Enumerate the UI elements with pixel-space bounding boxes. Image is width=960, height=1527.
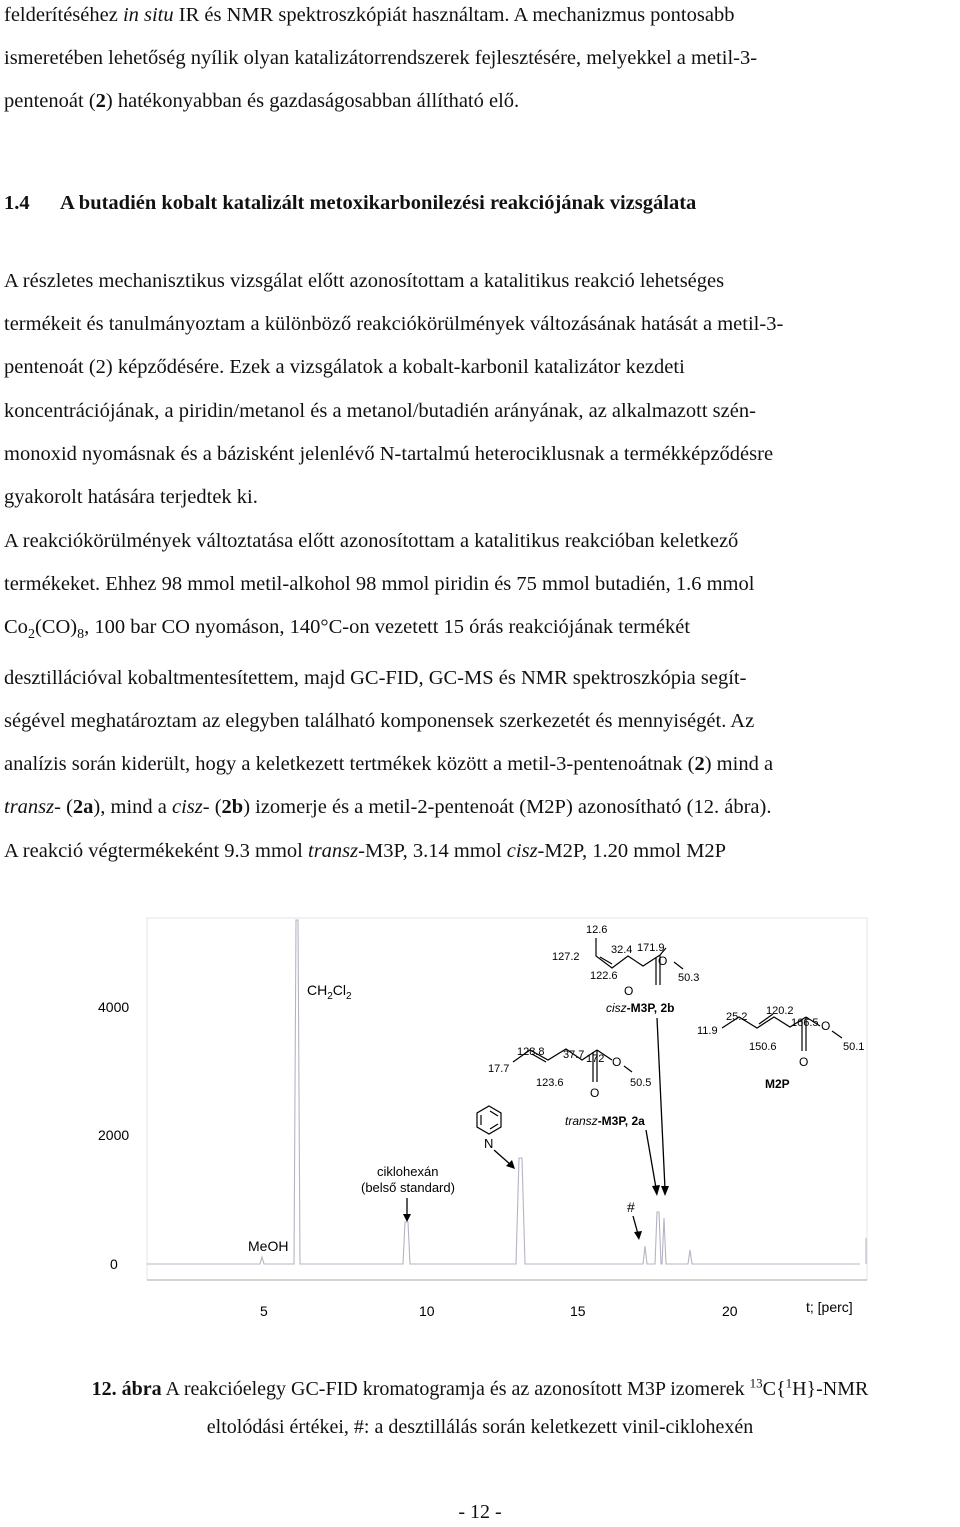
p1-line-2: termékeit és tanulmányoztam a különböző reakciókörülmények változásának hatását a metil-3- (4, 313, 784, 336)
m2p-shift-25-2: 25.2 (726, 1011, 748, 1023)
chromatogram-trace (147, 920, 860, 1264)
caption-line-2: eltolódási értékei, #: a desztillálás során keletkezett vinil-ciklohexén (206, 1415, 754, 1438)
cis-shift-171-9: 171.9 (637, 942, 665, 954)
m2p-oxygen-ester: O (821, 1019, 831, 1033)
section-title: A butadién kobalt katalizált metoxikarbonilezési reakciójának vizsgálata (60, 192, 697, 214)
arrow-hash (633, 1216, 638, 1234)
p2-line-6: analízis során kiderült, hogy a keletkezett tertmékek között a metil-3-pentenoátnak (2) mind a (4, 753, 774, 776)
cis-shift-12-6: 12.6 (586, 924, 608, 936)
chromatogram-figure (0, 900, 960, 1340)
p2-line-4: desztillációval kobaltmentesítettem, majd GC-FID, GC-MS és NMR spektroszkópia segít- (4, 666, 747, 689)
p2-line-1: A reakciókörülmények változtatása előtt azonosítottam a katalitikus reakcióban keletkező (4, 530, 739, 552)
trans-shift-172: 172 (586, 1053, 605, 1065)
trans-oxygen-carbonyl: O (590, 1086, 600, 1100)
cis-shift-32-4: 32.4 (611, 944, 633, 956)
p1-line-6: gyakorolt hatására terjedtek ki. (4, 486, 258, 509)
pyridine-nitrogen: N (484, 1136, 494, 1151)
label-meoh: MeOH (248, 1238, 289, 1254)
page-number: - 12 - (458, 1501, 502, 1523)
section-number: 1.4 (4, 192, 30, 214)
p2-line-3: $Co_2(CO)_8$, 100 bar CO nyomáson, 140°C-on vezetett 15 órás reakciójának termékét (4, 616, 691, 643)
x-axis-unit: t; [perc] (806, 1299, 853, 1315)
trans-m3p-name: transz-M3P, 2a (565, 1114, 645, 1128)
y-tick-0: 0 (110, 1256, 118, 1272)
trans-shift-17-7: 17.7 (488, 1063, 510, 1075)
m2p-shift-50-1: 50.1 (843, 1041, 865, 1053)
cis-m3p-name: cisz-M3P, 2b (606, 1001, 675, 1015)
arrow-pyridine (494, 1150, 511, 1165)
trans-shift-123-6: 123.6 (536, 1077, 564, 1089)
m2p-name: M2P (765, 1077, 790, 1091)
arrowhead-trans-m3p (652, 1185, 660, 1196)
cis-shift-127-2: 127.2 (552, 951, 580, 963)
p2-line-7: transz- (2a), mind a cisz- (2b) izomerje és a metil-2-pentenoát (M2P) azonosítható (12. ábra). (4, 796, 772, 819)
y-tick-4000: 4000 (98, 999, 130, 1015)
y-tick-2000: 2000 (98, 1127, 130, 1143)
section-heading (4, 192, 956, 215)
x-tick-15: 15 (570, 1303, 586, 1319)
arrowhead-hash (634, 1231, 642, 1240)
p1-line-5: monoxid nyomásnak és a bázisként jelenlévő N-tartalmú heterociklusnak a termékképződésre (4, 442, 774, 465)
m2p-shift-150-6: 150.6 (749, 1041, 777, 1053)
x-tick-20: 20 (722, 1303, 738, 1319)
intro-line-1: felderítéséhez in situ IR és NMR spektroszkópiát használtam. A mechanizmus pontosabb (4, 4, 735, 26)
figure-caption (0, 1364, 960, 1446)
caption-line-1: 12. ábra A reakcióelegy GC-FID kromatogramja és az azonosított M3P izomerek $^{13}$C{$^1$H}-NMR (91, 1375, 869, 1400)
intro-line-2: ismeretében lehetőség nyílik olyan katalizátorrendszerek fejlesztésére, melyekkel a metil-3- (4, 47, 758, 70)
m2p-oxygen-carbonyl: O (799, 1055, 809, 1069)
p1-line-3: pentenoát (2) képződésére. Ezek a vizsgálatok a kobalt-karbonil katalizátor kezdeti (4, 356, 685, 379)
x-tick-5: 5 (260, 1303, 268, 1319)
p2-line-8: A reakció végtermékeként 9.3 mmol transz-M3P, 3.14 mmol cisz-M2P, 1.20 mmol M2P (4, 839, 727, 862)
p1-line-1: A részletes mechanisztikus vizsgálat előtt azonosítottam a katalitikus reakció lehetséges (4, 270, 725, 292)
p1-line-4: koncentrációjának, a piridin/metanol és a metanol/butadién arányának, az alkalmazott szén- (4, 399, 756, 422)
label-hash: # (627, 1199, 635, 1215)
m2p-shift-166-5: 166.5 (791, 1017, 819, 1029)
intro-paragraph (4, 0, 956, 124)
label-cyclohexane-1: ciklohexán (377, 1164, 439, 1179)
arrowhead-cyclohexane (403, 1214, 411, 1222)
paragraph-2 (4, 520, 956, 873)
trans-oxygen-ester: O (612, 1055, 622, 1069)
plot-frame (147, 918, 867, 1280)
intro-line-3: pentenoát (2) hatékonyabban és gazdaságosabban állítható elő. (4, 90, 520, 113)
cis-shift-122-6: 122.6 (590, 970, 618, 982)
cis-oxygen-carbonyl: O (624, 984, 634, 998)
label-cyclohexane-2: (belső standard) (361, 1180, 455, 1195)
paragraph-1 (4, 260, 956, 519)
cis-shift-50-3: 50.3 (678, 972, 700, 984)
cis-oxygen-ester: O (658, 954, 668, 968)
m2p-shift-120-2: 120.2 (766, 1005, 794, 1017)
arrow-trans-m3p (646, 1130, 656, 1188)
p2-line-2: termékeket. Ehhez 98 mmol metil-alkohol 98 mmol piridin és 75 mmol butadién, 1.6 mmol (4, 573, 755, 596)
arrow-cis-m3p (657, 1018, 665, 1189)
trans-shift-50-5: 50.5 (630, 1077, 652, 1089)
trans-shift-128-8: 128.8 (517, 1046, 545, 1058)
m2p-shift-11-9: 11.9 (697, 1025, 718, 1037)
x-tick-10: 10 (419, 1303, 435, 1319)
label-ch2cl2: $CH_2Cl_2$ (307, 982, 352, 1002)
arrowhead-cis-m3p (661, 1186, 669, 1196)
pyridine-structure (477, 1106, 501, 1134)
p2-line-5: ségével meghatároztam az elegyben található komponensek szerkezetét és mennyiségét. Az (4, 709, 755, 732)
trans-shift-37-7: 37.7 (563, 1049, 585, 1061)
